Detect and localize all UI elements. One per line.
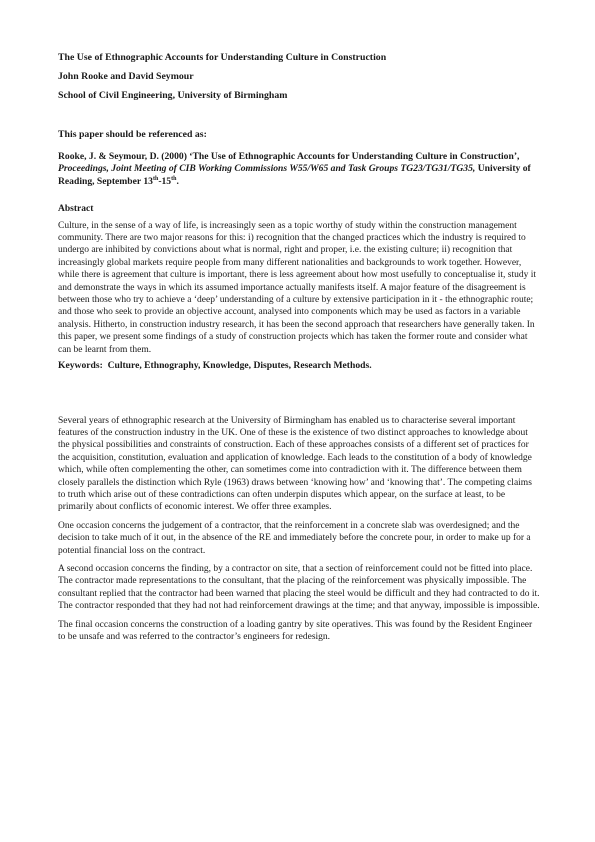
- reference-citation: [58, 151, 540, 188]
- body-paragraph-1: Several years of ethnographic research at the University of Birmingham has enabled us to characterise several important features of the construction industry in the UK. One of these is the existence of two distinct approaches to knowledge about the physical possibilities and constraints of construction. Each of these approaches consists of a different set of practices for the acquisition, constitution, evaluation and application of knowledge. Each leads to the constitution of a body of knowledge which, while often complementing the other, can sometimes come into contradiction with it. The difference between them closely parallels the distinction which Ryle (1963) draws between ‘knowing how’ and ‘knowing that’. The competing claims to truth which arise out of these contradictions can often underpin disputes which appear, on the surface at least, to be primarily about conflicts of economic interest. We offer three examples.: [58, 415, 532, 513]
- citation-sup-1: th: [152, 175, 159, 182]
- keywords: [58, 360, 540, 372]
- citation-proceedings: Proceedings, Joint Meeting of CIB Working Commissions W55/W65 and Task Groups TG23/TG31/TG35,: [58, 163, 476, 175]
- body-paragraph-4: The final occasion concerns the construction of a loading gantry by site operatives. This was found by the Resident Engineer to be unsafe and was referred to the contractor’s engineers for redesign.: [58, 619, 533, 642]
- paper-affiliation: School of Civil Engineering, University of Birmingham: [58, 90, 288, 101]
- abstract-text: Culture, in the sense of a way of life, is increasingly seen as a topic worthy of study within the construction management community. There are two major reasons for this: i) recognition that the changed practices which the industry is required to undergo are inhibited by convictions about what is normal, right and proper, i.e. the existing culture; ii) recognition that increasingly global markets require people from many different nationalities and backgrounds to work together. However, while there is agreement that culture is important, there is less agreement about how most usefully to conceptualise it, study it and demonstrate the ways in which its assumed importance actually manifests itself. A major feature of the disagreement is between those who try to achieve a ‘deep’ understanding of a culture by extensive participation in it - the ethnographic route; and those who seek to provide an objective account, analysed into components which may be used as factors in a variable analysis. Hitherto, in construction industry research, it has been the second approach that researchers have generally taken. In this paper, we present some findings of a study of construction projects which has taken the former route and consider what can be learnt from them.: [58, 220, 537, 355]
- citation-sup-2: th: [171, 175, 177, 182]
- citation-dash: -15: [158, 175, 172, 187]
- keywords-items: Culture, Ethnography, Knowledge, Disputes, Research Methods.: [107, 360, 372, 372]
- citation-part-2: University of Reading, September 13: [58, 163, 531, 187]
- citation-end: .: [176, 175, 179, 187]
- citation-part-1: Rooke, J. & Seymour, D. (2000) ‘The Use of Ethnographic Accounts for Understanding Culture in Construction’,: [58, 151, 520, 162]
- reference-label: This paper should be referenced as:: [58, 129, 207, 140]
- body-paragraph-2: One occasion concerns the judgement of a contractor, that the reinforcement in a concrete slab was overdesigned; and the decision to take much of it out, in the absence of the RE and immediately before the concrete pour, in order to make up for a potential financial loss on the contract.: [58, 520, 531, 556]
- keywords-label: Keywords:: [58, 360, 103, 372]
- abstract-heading: Abstract: [58, 204, 94, 215]
- body-paragraph-3: A second occasion concerns the finding, by a contractor on site, that a section of reinforcement could not be fitted into place. The contractor made representations to the consultant, that the placing of the reinforcement was physically impossible. The consultant replied that the contractor had been warned that placing the steel would be difficult and they had contracted to do it. The contractor responded that they had not had reinforcement drawings at the time; and that anyway, impossible is impossible.: [58, 563, 540, 612]
- paper-page: [58, 52, 540, 643]
- paper-authors: John Rooke and David Seymour: [58, 71, 194, 82]
- paper-title: The Use of Ethnographic Accounts for Understanding Culture in Construction: [58, 52, 387, 63]
